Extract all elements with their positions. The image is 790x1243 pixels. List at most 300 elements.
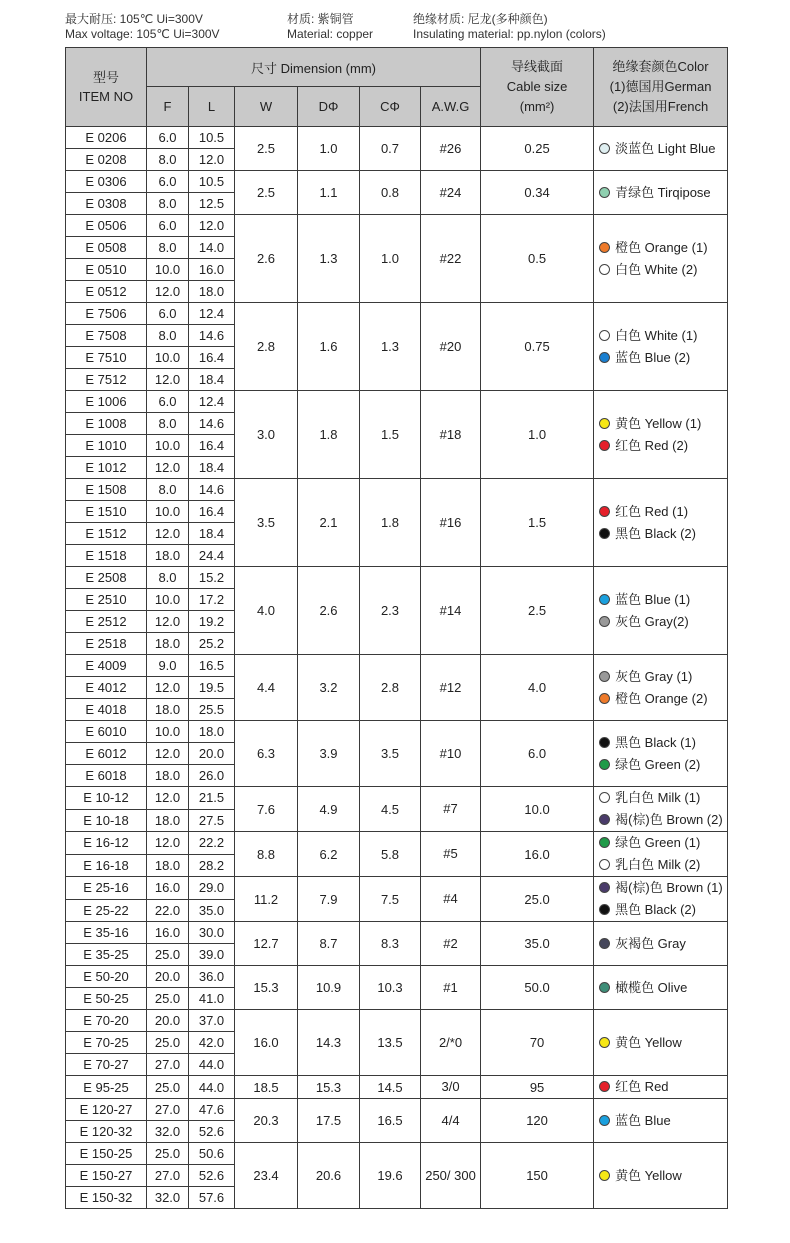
f-cell: 8.0 [147,149,189,171]
f-cell: 20.0 [147,966,189,988]
color-label: 黄色 Yellow [615,1167,682,1183]
w-cell: 20.3 [235,1099,298,1143]
c-phi-cell: 8.3 [360,922,421,966]
color-label: 黑色 Black (1) [615,734,696,750]
item-no-cell: E 7510 [66,347,147,369]
color-label: 红色 Red (1) [615,503,689,519]
l-cell: 14.6 [189,413,235,435]
w-cell: 4.4 [235,655,298,721]
color-swatch-icon [599,938,610,949]
table-row [66,303,728,325]
f-cell: 25.0 [147,1032,189,1054]
d-phi-cell: 1.3 [298,215,360,303]
f-cell: 10.0 [147,501,189,523]
color-swatch-icon [599,1081,610,1092]
header-voltage [65,12,220,42]
f-cell: 8.0 [147,479,189,501]
d-phi-cell: 1.1 [298,171,360,215]
spec-table-body [66,127,728,1209]
header-cable-size [481,48,594,127]
color-entry [599,1032,727,1054]
c-phi-cell: 3.5 [360,721,421,787]
cable-size-cell: 16.0 [481,832,594,877]
color-entry [599,854,727,876]
color-label: 黑色 Black (2) [615,525,696,541]
color-entry [599,1165,727,1187]
f-cell: 32.0 [147,1187,189,1209]
color-entry [599,1110,727,1132]
item-no-cell: E 7508 [66,325,147,347]
header-voltage-cn: 最大耐压: 105℃ Ui=300V [65,12,203,26]
l-cell: 16.4 [189,501,235,523]
l-cell: 35.0 [189,899,235,922]
awg-cell: #7 [421,787,481,832]
l-cell: 44.0 [189,1076,235,1099]
item-no-cell: E 10-12 [66,787,147,810]
item-no-cell: E 4009 [66,655,147,677]
item-no-cell: E 70-20 [66,1010,147,1032]
c-phi-cell: 16.5 [360,1099,421,1143]
color-cell [594,966,728,1010]
c-phi-cell: 4.5 [360,787,421,832]
f-cell: 25.0 [147,1076,189,1099]
w-cell: 7.6 [235,787,298,832]
table-row [66,215,728,237]
item-no-cell: E 50-25 [66,988,147,1010]
color-label: 白色 White (1) [615,327,698,343]
w-cell: 2.5 [235,127,298,171]
awg-cell: #20 [421,303,481,391]
l-cell: 10.5 [189,171,235,193]
c-phi-cell: 14.5 [360,1076,421,1099]
color-swatch-icon [599,671,610,682]
color-label: 蓝色 Blue [615,1112,671,1128]
cable-size-cell: 35.0 [481,922,594,966]
item-no-cell: E 25-16 [66,877,147,900]
color-cell [594,479,728,567]
l-cell: 41.0 [189,988,235,1010]
c-phi-cell: 0.8 [360,171,421,215]
color-label: 灰褐色 Gray [615,935,686,951]
color-entry [599,666,727,688]
w-cell: 11.2 [235,877,298,922]
color-entry [599,809,727,831]
table-row [66,787,728,810]
l-cell: 12.4 [189,303,235,325]
item-no-cell: E 0208 [66,149,147,171]
l-cell: 19.5 [189,677,235,699]
header-color [594,48,728,127]
awg-cell: #12 [421,655,481,721]
f-cell: 32.0 [147,1121,189,1143]
f-cell: 6.0 [147,303,189,325]
color-swatch-icon [599,528,610,539]
color-entry [599,182,727,204]
item-no-cell: E 150-32 [66,1187,147,1209]
l-cell: 24.4 [189,545,235,567]
l-cell: 26.0 [189,765,235,787]
color-entry [599,523,727,545]
spec-table [65,47,728,1209]
item-no-cell: E 35-25 [66,944,147,966]
header-w: W [235,87,298,127]
color-swatch-icon [599,143,610,154]
table-row [66,1010,728,1032]
color-entry [599,347,727,369]
color-entry [599,787,727,809]
table-row [66,479,728,501]
cable-size-cell: 50.0 [481,966,594,1010]
l-cell: 16.4 [189,347,235,369]
header-l: L [189,87,235,127]
item-no-cell: E 0512 [66,281,147,303]
color-cell [594,1076,728,1099]
cable-size-cell: 0.25 [481,127,594,171]
w-cell: 4.0 [235,567,298,655]
table-row [66,171,728,193]
w-cell: 16.0 [235,1010,298,1076]
awg-cell: #14 [421,567,481,655]
awg-cell: #16 [421,479,481,567]
d-phi-cell: 3.2 [298,655,360,721]
color-entry [599,435,727,457]
color-swatch-icon [599,506,610,517]
c-phi-cell: 1.5 [360,391,421,479]
header-d-phi: DΦ [298,87,360,127]
color-label: 橙色 Orange (1) [615,239,708,255]
color-cell [594,567,728,655]
awg-cell: #4 [421,877,481,922]
l-cell: 42.0 [189,1032,235,1054]
f-cell: 9.0 [147,655,189,677]
l-cell: 25.2 [189,633,235,655]
color-cell [594,1099,728,1143]
color-cell [594,215,728,303]
f-cell: 10.0 [147,347,189,369]
color-label: 绿色 Green (2) [615,756,701,772]
header-insulation-cn: 绝缘材质: 尼龙(多种颜色) [413,12,548,26]
l-cell: 18.4 [189,457,235,479]
color-label: 蓝色 Blue (1) [615,591,691,607]
color-swatch-icon [599,1037,610,1048]
color-swatch-icon [599,904,610,915]
f-cell: 12.0 [147,369,189,391]
d-phi-cell: 10.9 [298,966,360,1010]
item-no-cell: E 2518 [66,633,147,655]
color-entry [599,237,727,259]
color-label: 红色 Red [615,1079,669,1094]
d-phi-cell: 20.6 [298,1143,360,1209]
color-entry [599,933,727,955]
item-no-cell: E 35-16 [66,922,147,944]
color-label: 淡蓝色 Light Blue [615,140,716,156]
table-row [66,567,728,589]
color-label: 红色 Red (2) [615,437,689,453]
color-cell [594,832,728,877]
color-swatch-icon [599,594,610,605]
color-cell [594,655,728,721]
f-cell: 10.0 [147,259,189,281]
f-cell: 12.0 [147,832,189,855]
color-swatch-icon [599,616,610,627]
item-no-cell: E 7506 [66,303,147,325]
color-label: 蓝色 Blue (2) [615,349,691,365]
color-label: 黄色 Yellow [615,1034,682,1050]
item-no-cell: E 0506 [66,215,147,237]
f-cell: 27.0 [147,1054,189,1076]
color-swatch-icon [599,882,610,893]
table-row [66,922,728,944]
w-cell: 15.3 [235,966,298,1010]
d-phi-cell: 2.1 [298,479,360,567]
item-no-cell: E 2512 [66,611,147,633]
item-no-cell: E 2510 [66,589,147,611]
color-swatch-icon [599,264,610,275]
l-cell: 14.6 [189,479,235,501]
c-phi-cell: 10.3 [360,966,421,1010]
color-label: 褐(棕)色 Brown (1) [615,880,723,895]
color-entry [599,325,727,347]
c-phi-cell: 1.0 [360,215,421,303]
l-cell: 12.0 [189,215,235,237]
color-swatch-icon [599,242,610,253]
color-entry [599,589,727,611]
item-no-cell: E 16-12 [66,832,147,855]
color-swatch-icon [599,352,610,363]
awg-cell: 250/ 300 [421,1143,481,1209]
item-no-cell: E 2508 [66,567,147,589]
header-insulation [413,12,606,42]
cable-size-cell: 0.75 [481,303,594,391]
c-phi-cell: 0.7 [360,127,421,171]
f-cell: 8.0 [147,567,189,589]
l-cell: 18.4 [189,523,235,545]
color-swatch-icon [599,1170,610,1181]
color-label: 黑色 Black (2) [615,902,696,917]
color-entry [599,413,727,435]
l-cell: 16.0 [189,259,235,281]
color-label: 乳白色 Milk (1) [615,790,701,805]
d-phi-cell: 1.0 [298,127,360,171]
l-cell: 21.5 [189,787,235,810]
f-cell: 27.0 [147,1099,189,1121]
w-cell: 2.6 [235,215,298,303]
f-cell: 27.0 [147,1165,189,1187]
table-row [66,127,728,149]
l-cell: 52.6 [189,1165,235,1187]
color-entry [599,877,727,899]
header-insulation-en: Insulating material: pp.nylon (colors) [413,27,606,41]
header-c-phi: CΦ [360,87,421,127]
item-no-cell: E 6010 [66,721,147,743]
f-cell: 25.0 [147,1143,189,1165]
item-no-cell: E 16-18 [66,854,147,877]
item-no-cell: E 1510 [66,501,147,523]
table-row [66,1076,728,1099]
awg-cell: #2 [421,922,481,966]
header-item-en: ITEM NO [78,89,134,104]
awg-cell: #5 [421,832,481,877]
item-no-cell: E 1012 [66,457,147,479]
f-cell: 10.0 [147,589,189,611]
item-no-cell: E 0206 [66,127,147,149]
l-cell: 20.0 [189,743,235,765]
awg-cell: 3/0 [421,1076,481,1099]
d-phi-cell: 6.2 [298,832,360,877]
w-cell: 23.4 [235,1143,298,1209]
awg-cell: #18 [421,391,481,479]
header-voltage-en: Max voltage: 105℃ Ui=300V [65,27,220,41]
cable-size-cell: 1.0 [481,391,594,479]
w-cell: 3.5 [235,479,298,567]
color-label: 白色 White (2) [615,261,698,277]
item-no-cell: E 7512 [66,369,147,391]
color-label: 青绿色 Tirqipose [615,184,711,200]
color-cell [594,391,728,479]
w-cell: 3.0 [235,391,298,479]
d-phi-cell: 15.3 [298,1076,360,1099]
f-cell: 18.0 [147,809,189,832]
color-label: 橄榄色 Olive [615,979,688,995]
l-cell: 12.4 [189,391,235,413]
header-material-cn: 材质: 紫铜管 [287,12,354,26]
color-label: 橙色 Orange (2) [615,690,708,706]
header-material-en: Material: copper [287,27,374,41]
c-phi-cell: 5.8 [360,832,421,877]
awg-cell: #1 [421,966,481,1010]
l-cell: 27.5 [189,809,235,832]
cable-size-cell: 4.0 [481,655,594,721]
color-entry [599,977,727,999]
color-swatch-icon [599,418,610,429]
header-item-cn: 型号 [92,70,119,85]
l-cell: 25.5 [189,699,235,721]
awg-cell: #26 [421,127,481,171]
l-cell: 39.0 [189,944,235,966]
l-cell: 44.0 [189,1054,235,1076]
color-swatch-icon [599,859,610,870]
l-cell: 12.0 [189,149,235,171]
table-row [66,1143,728,1165]
f-cell: 6.0 [147,171,189,193]
item-no-cell: E 120-32 [66,1121,147,1143]
item-no-cell: E 0510 [66,259,147,281]
l-cell: 17.2 [189,589,235,611]
awg-cell: 2/*0 [421,1010,481,1076]
l-cell: 14.6 [189,325,235,347]
item-no-cell: E 6012 [66,743,147,765]
c-phi-cell: 7.5 [360,877,421,922]
f-cell: 12.0 [147,281,189,303]
l-cell: 18.4 [189,369,235,391]
color-swatch-icon [599,759,610,770]
l-cell: 52.6 [189,1121,235,1143]
f-cell: 16.0 [147,922,189,944]
l-cell: 37.0 [189,1010,235,1032]
cable-size-cell: 2.5 [481,567,594,655]
awg-cell: #24 [421,171,481,215]
l-cell: 50.6 [189,1143,235,1165]
f-cell: 8.0 [147,413,189,435]
item-no-cell: E 1010 [66,435,147,457]
cable-size-cell: 95 [481,1076,594,1099]
f-cell: 20.0 [147,1010,189,1032]
cable-size-cell: 10.0 [481,787,594,832]
f-cell: 12.0 [147,457,189,479]
f-cell: 6.0 [147,215,189,237]
item-no-cell: E 6018 [66,765,147,787]
l-cell: 18.0 [189,281,235,303]
d-phi-cell: 7.9 [298,877,360,922]
item-no-cell: E 1518 [66,545,147,567]
color-label: 黄色 Yellow (1) [615,415,702,431]
color-cell [594,922,728,966]
l-cell: 14.0 [189,237,235,259]
color-swatch-icon [599,187,610,198]
header-cable-en: Cable size [506,79,568,94]
f-cell: 25.0 [147,944,189,966]
item-no-cell: E 120-27 [66,1099,147,1121]
header-color-title: 绝缘套颜色Color [612,59,709,74]
cable-size-cell: 0.34 [481,171,594,215]
d-phi-cell: 4.9 [298,787,360,832]
w-cell: 2.5 [235,171,298,215]
f-cell: 12.0 [147,523,189,545]
color-cell [594,721,728,787]
cable-size-cell: 1.5 [481,479,594,567]
f-cell: 18.0 [147,545,189,567]
header-color-french: (2)法国用French [612,99,709,114]
color-swatch-icon [599,982,610,993]
c-phi-cell: 13.5 [360,1010,421,1076]
item-no-cell: E 70-25 [66,1032,147,1054]
d-phi-cell: 1.6 [298,303,360,391]
color-swatch-icon [599,693,610,704]
f-cell: 18.0 [147,699,189,721]
w-cell: 8.8 [235,832,298,877]
color-cell [594,1143,728,1209]
color-label: 乳白色 Milk (2) [615,857,701,872]
header-cable-unit: (mm²) [519,99,555,114]
l-cell: 22.2 [189,832,235,855]
header-material [287,12,373,42]
l-cell: 19.2 [189,611,235,633]
color-cell [594,1010,728,1076]
color-cell [594,171,728,215]
d-phi-cell: 1.8 [298,391,360,479]
d-phi-cell: 17.5 [298,1099,360,1143]
color-entry [599,754,727,776]
item-no-cell: E 70-27 [66,1054,147,1076]
header-item-no [66,48,147,127]
table-row [66,832,728,855]
f-cell: 8.0 [147,193,189,215]
l-cell: 28.2 [189,854,235,877]
f-cell: 8.0 [147,237,189,259]
f-cell: 12.0 [147,787,189,810]
f-cell: 18.0 [147,765,189,787]
item-no-cell: E 1006 [66,391,147,413]
item-no-cell: E 1512 [66,523,147,545]
item-no-cell: E 0306 [66,171,147,193]
color-entry [599,732,727,754]
cable-size-cell: 25.0 [481,877,594,922]
item-no-cell: E 4018 [66,699,147,721]
f-cell: 12.0 [147,611,189,633]
f-cell: 18.0 [147,633,189,655]
d-phi-cell: 2.6 [298,567,360,655]
table-row [66,391,728,413]
